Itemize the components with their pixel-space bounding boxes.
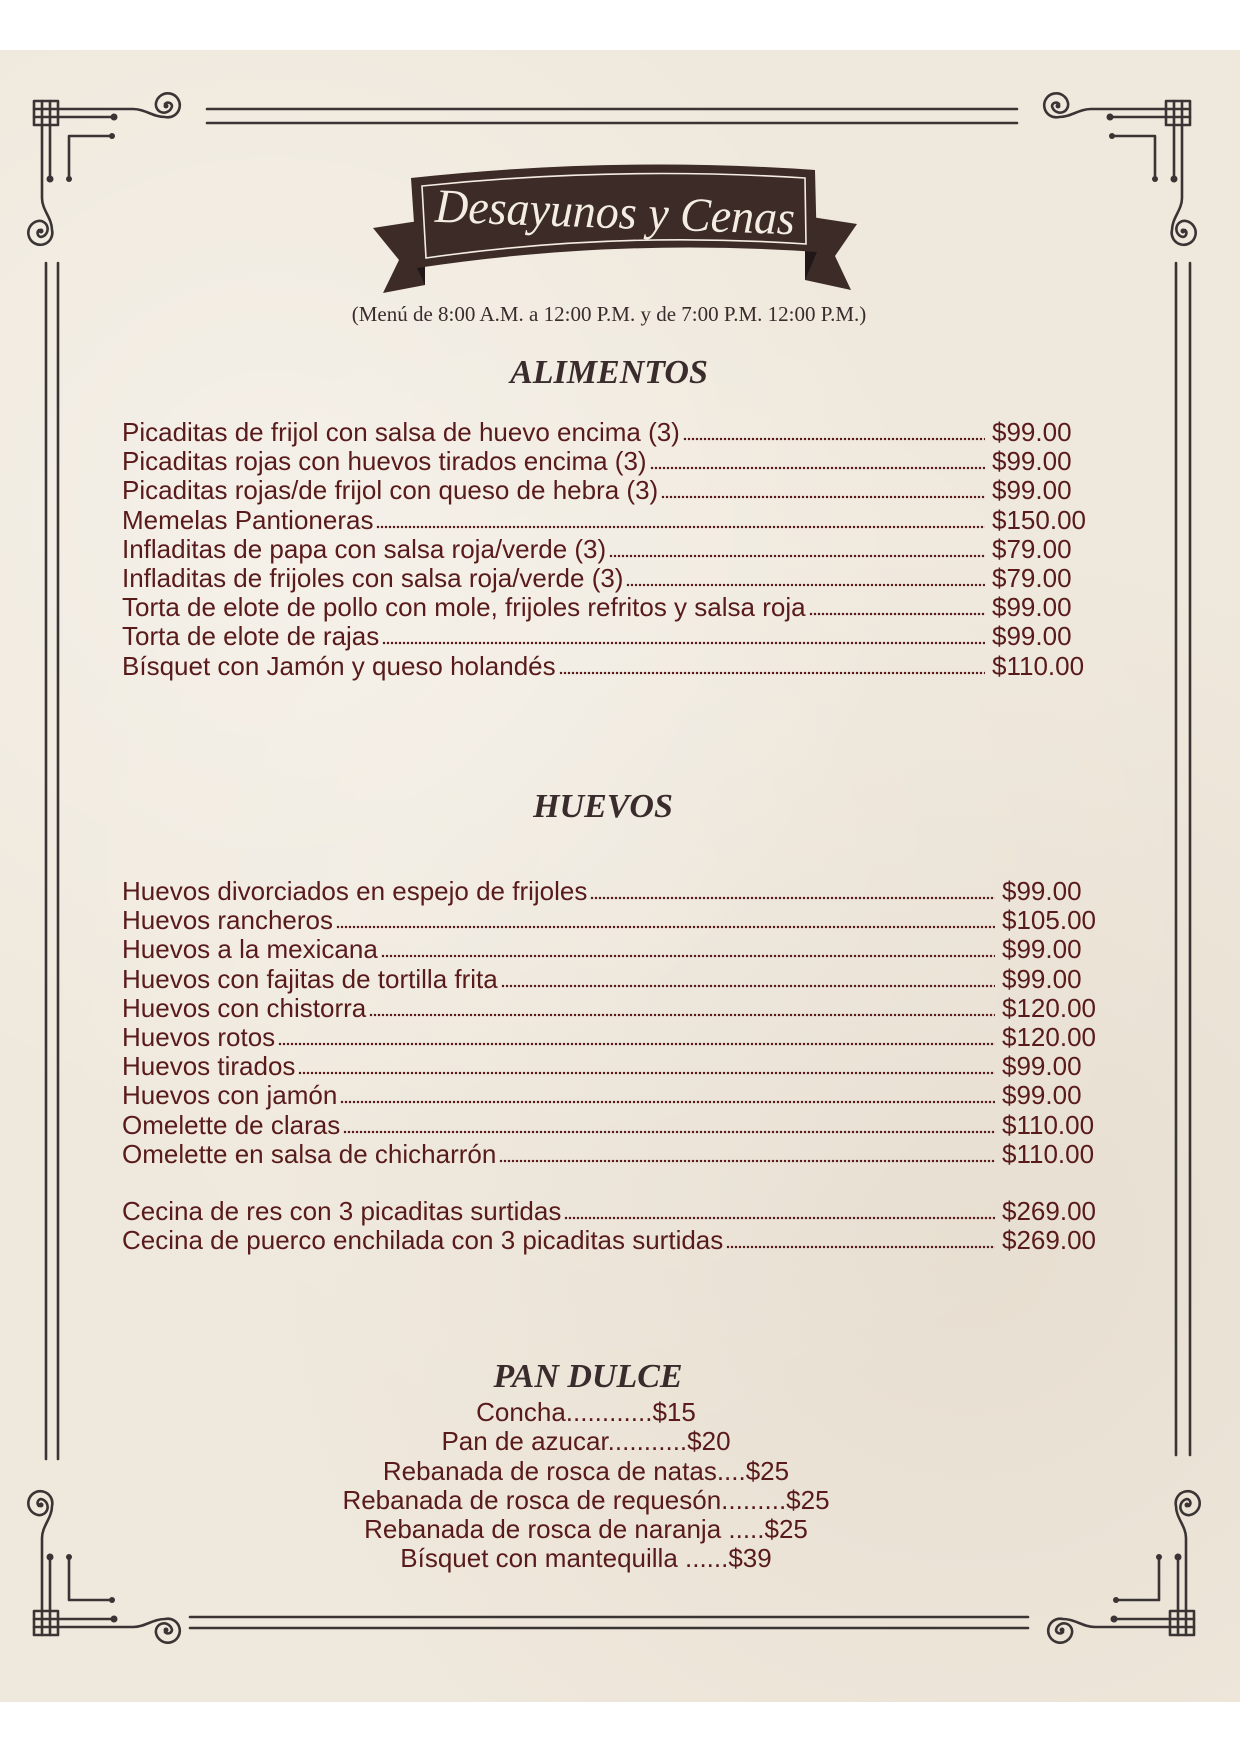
menu-item (122, 1197, 1112, 1226)
banner-title: Desayunos y Cenas (434, 179, 812, 246)
dot-leader (376, 525, 985, 529)
menu-item-price: $99.00 (1002, 1080, 1082, 1111)
dot-leader (809, 612, 985, 616)
dot-leader (382, 641, 985, 645)
menu-item-name: Huevos con fajitas de tortilla frita (122, 963, 498, 994)
section-heading-pan-dulce: PAN DULCE (493, 1358, 683, 1395)
menu-item (122, 1052, 1112, 1081)
menu-item (122, 935, 1112, 964)
menu-item (122, 1111, 1112, 1140)
menu-item-price: $120.00 (1002, 992, 1096, 1023)
menu-item-name: Cecina de puerco enchilada con 3 picaditas surtidas (122, 1225, 724, 1256)
menu-item (122, 535, 1092, 564)
menu-item-price: $99.00 (992, 592, 1072, 623)
menu-item-price: $110.00 (992, 650, 1085, 681)
title-banner (365, 160, 865, 300)
dot-leader (726, 1245, 995, 1249)
menu-item-price: $110.00 (1002, 1109, 1095, 1140)
alimentos-list (122, 418, 1092, 681)
dot-leader (683, 437, 985, 441)
menu-item-price: $99.00 (1002, 934, 1082, 965)
menu-item-price: $99.00 (992, 621, 1072, 652)
dot-leader (343, 1130, 995, 1134)
menu-item-name: Huevos divorciados en espejo de frijoles (122, 876, 588, 906)
dot-leader (626, 583, 985, 587)
menu-item-name: Memelas Pantioneras (122, 504, 374, 535)
menu-item-name: Bísquet con Jamón y queso holandés (122, 650, 556, 681)
menu-item-name: Infladitas de frijoles con salsa roja/verde (3) (122, 563, 624, 594)
menu-item (122, 877, 1112, 906)
pan-dulce-item: Bísquet con mantequilla ......$39 (400, 1543, 772, 1574)
dot-leader (609, 554, 985, 558)
menu-item-price: $269.00 (1002, 1225, 1096, 1256)
menu-item-name: Huevos con chistorra (122, 992, 367, 1023)
section-heading-huevos: HUEVOS (533, 788, 673, 825)
menu-item (122, 447, 1092, 476)
menu-item-price: $110.00 (1002, 1138, 1095, 1169)
dot-leader (564, 1216, 995, 1220)
menu-item (122, 622, 1092, 651)
menu-item (122, 906, 1112, 935)
menu-item (122, 564, 1092, 593)
menu-item-name: Picaditas rojas/de frijol con queso de hebra (3) (122, 475, 659, 506)
menu-item-name: Huevos con jamón (122, 1080, 338, 1111)
dot-leader (298, 1071, 995, 1075)
section-heading-alimentos: ALIMENTOS (510, 354, 708, 391)
dot-leader (278, 1042, 995, 1046)
menu-hours-subtitle: (Menú de 8:00 A.M. a 12:00 P.M. y de 7:00 P.M. 12:00 P.M.) (351, 302, 867, 326)
menu-item-name: Omelette de claras (122, 1109, 341, 1140)
dot-leader (661, 495, 985, 499)
menu-item-name: Torta de elote de pollo con mole, frijoles refritos y salsa roja (122, 592, 806, 623)
menu-item-name: Picaditas de frijol con salsa de huevo encima (3) (122, 417, 680, 447)
menu-item-name: Picaditas rojas con huevos tirados encima (3) (122, 446, 647, 477)
menu-item-price: $79.00 (992, 533, 1072, 564)
menu-item (122, 1023, 1112, 1052)
menu-item (122, 418, 1092, 447)
menu-item-name: Huevos tirados (122, 1051, 296, 1082)
dot-leader (369, 1013, 995, 1017)
menu-item (122, 1226, 1112, 1255)
dot-leader (650, 466, 985, 470)
pan-dulce-item: Concha............$15 (476, 1397, 696, 1427)
menu-item-price: $99.00 (992, 446, 1072, 477)
menu-item-name: Cecina de res con 3 picaditas surtidas (122, 1196, 562, 1226)
menu-item (122, 652, 1092, 681)
pan-dulce-item: Rebanada de rosca de requesón.........$25 (342, 1484, 830, 1515)
dot-leader (590, 896, 995, 900)
menu-item-name: Torta de elote de rajas (122, 621, 380, 652)
dot-leader (340, 1100, 995, 1104)
menu-item-price: $99.00 (1002, 963, 1082, 994)
menu-item-name: Infladitas de papa con salsa roja/verde (3) (122, 533, 607, 564)
dot-leader (499, 1159, 995, 1163)
menu-item-name: Huevos rotos (122, 1022, 276, 1053)
menu-item-price: $150.00 (992, 504, 1086, 535)
menu-item-price: $269.00 (1002, 1196, 1096, 1226)
menu-item (122, 1140, 1112, 1169)
menu-item (122, 994, 1112, 1023)
dot-leader (336, 925, 995, 929)
pan-dulce-item: Pan de azucar...........$20 (441, 1426, 731, 1457)
menu-item-price: $120.00 (1002, 1022, 1096, 1053)
cecina-list (122, 1197, 1112, 1255)
dot-leader (381, 954, 995, 958)
menu-item-name: Omelette en salsa de chicharrón (122, 1138, 497, 1169)
menu-item-price: $105.00 (1002, 905, 1096, 936)
menu-item-price: $99.00 (1002, 876, 1082, 906)
menu-item-name: Huevos a la mexicana (122, 934, 378, 965)
huevos-list (122, 877, 1112, 1169)
dot-leader (501, 984, 995, 988)
menu-item-price: $79.00 (992, 563, 1072, 594)
menu-item-price: $99.00 (1002, 1051, 1082, 1082)
menu-item-price: $99.00 (992, 417, 1072, 447)
menu-item (122, 593, 1092, 622)
menu-item (122, 1081, 1112, 1110)
menu-item-name: Huevos rancheros (122, 905, 333, 936)
pan-dulce-item: Rebanada de rosca de naranja .....$25 (364, 1514, 808, 1545)
dot-leader (559, 671, 985, 675)
menu-item (122, 506, 1092, 535)
menu-item (122, 965, 1112, 994)
menu-item (122, 476, 1092, 505)
pan-dulce-item: Rebanada de rosca de natas....$25 (382, 1455, 790, 1486)
pan-dulce-list (286, 1398, 886, 1574)
menu-item-price: $99.00 (992, 475, 1072, 506)
